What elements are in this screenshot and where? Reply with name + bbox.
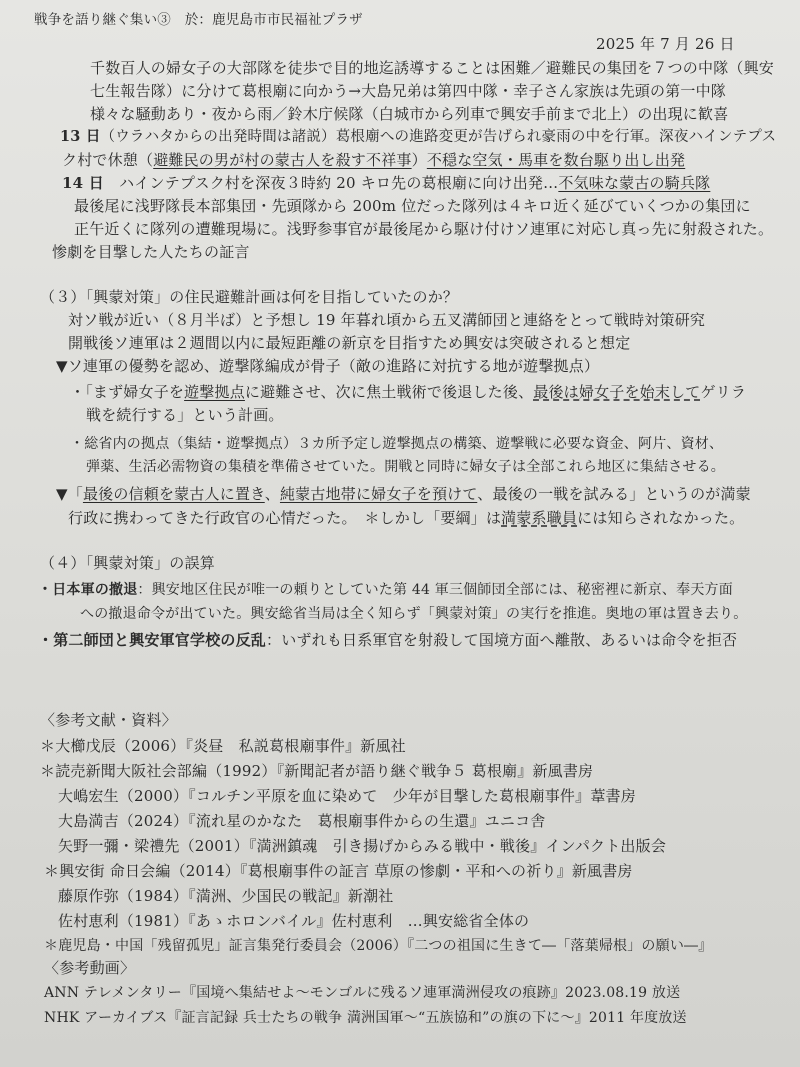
day13-line-1 <box>60 127 776 147</box>
intro-line-1: 千数百人の婦女子の大部隊を徒歩で目的地迄誘導することは困難／避難民の集団を７つの中隊（興安 <box>90 59 775 77</box>
section4-point-1-cont: への撤退命令が出ていた。興安総省当局は全く知らず「興蒙対策」の実行を推進。奥地の軍は置き去り。 <box>80 606 748 622</box>
day14-cavalry: 不気味な蒙古の騎兵隊 <box>558 174 711 192</box>
reference-item: ＊大櫛戊辰（2006）『炎昼 私説葛根廟事件』新風社 <box>40 737 406 755</box>
bullet1-base: 遊撃拠点 <box>184 383 245 401</box>
triangle-trust: 最後の信頼を蒙古人に置き <box>82 485 265 503</box>
section3-line-1: 対ソ戦が近い（８月半ば）と予想し 19 年暮れ頃から五叉溝師団と連絡をとって戦時対策研究 <box>68 311 706 329</box>
intro-line-3: 様々な騒動あり・夜から雨／鈴木庁候隊（白城市から列車で興安手前まで北上）の出現に歓喜 <box>90 105 729 123</box>
day13-incident: 避難民の男が村の蒙古人を殺す不祥事 <box>153 151 412 169</box>
references-heading: 〈参考文献・資料〉 <box>40 711 177 729</box>
triangle-entrust: 純蒙古地帯に婦女子を預けて <box>279 485 478 503</box>
bullet1-text-a: ・「まず婦女子を <box>70 383 185 401</box>
section4-point-1 <box>38 580 733 600</box>
document-date: 2025 年 7 月 26 日 <box>596 35 735 53</box>
section4-heading: （４）「興蒙対策」の誤算 <box>40 554 215 572</box>
reference-item: 矢野一彌・梁禮先（2001）『満洲鎮魂 引き揚げからみる戦中・戦後』インパクト出版会 <box>58 837 667 855</box>
day13-text-2a: ク村で休憩（ <box>62 151 154 169</box>
reference-item: ＊読売新聞大阪社会部編（1992）『新聞記者が語り継ぐ戦争５ 葛根廟』新風書房 <box>40 762 594 780</box>
point2-text-a: ：いずれも日系軍官を射殺して国境方面へ離散、あるいは命令を拒否 <box>266 631 738 649</box>
day13-line-2 <box>62 150 685 170</box>
section3-bullet-2: ・総省内の拠点（集結・遊撃拠点）３カ所予定し遊撃拠点の構築、遊撃戦に必要な資金、阿片、資材、 <box>70 436 724 452</box>
document-header: 戦争を語り継ぐ集い③ 於：鹿児島市市民福祉プラザ <box>34 12 363 28</box>
section3-line-2: 開戦後ソ連軍は２週間以内に最短距離の新京を目指すため興安は突破されると想定 <box>68 334 631 352</box>
day14-text-1a: ハインテプスク村を深夜３時約 20 キロ先の葛根廟に向け出発… <box>119 174 559 192</box>
section3-bullet-1 <box>70 382 746 402</box>
reference-item: 大島満吉（2024）『流れ星のかなた 葛根廟事件からの生還』ユニコ舎 <box>58 812 546 830</box>
day14-line-2: 最後尾に浅野隊長本部集団・先頭隊から 200m 位だった隊列は４キロ近く延びていくつかの集団に <box>74 197 751 215</box>
section4-point-2 <box>38 630 737 650</box>
reference-item: 大嶋宏生（2000）『コルチン平原を血に染めて 少年が目撃した葛根廟事件』葦書房 <box>58 787 636 805</box>
reference-item: 佐村恵利（1981）『あゝホロンバイル』佐村恵利 …興安総省全体の <box>58 912 530 930</box>
triangle-text-2a: 行政に携わってきた行政官の心情だった。 ＊しかし「要綱」は <box>68 509 502 527</box>
triangle-text-e: 、最後の一戦を試みる」というのが満蒙 <box>477 485 751 503</box>
section3-heading: （３）「興蒙対策」の住民避難計画は何を目指していたのか？ <box>40 288 459 306</box>
triangle-text-2c: には知らされなかった。 <box>577 509 745 527</box>
intro-line-2: 七生報告隊）に分けて葛根廟に向かう→大島兄弟は第四中隊・幸子さん家族は先頭の第一中隊 <box>90 82 726 100</box>
bullet1-text-c: に避難させ、次に焦土戦術で後退した後、 <box>244 383 534 401</box>
reference-item: 藤原作弥（1984）『満洲、少国民の戦記』新潮社 <box>58 887 394 905</box>
triangle-text-c: 、 <box>264 485 280 503</box>
point2-label: ・第二師団と興安軍官学校の反乱 <box>38 631 267 649</box>
point1-label: ・日本軍の撤退 <box>38 582 138 598</box>
section3-bullet-1-cont: 戦を続行する」という計画。 <box>86 406 284 424</box>
section3-bullet-2-cont: 弾薬、生活必需物資の集積を準備させていた。開戦と同時に婦女子は全部これら地区に集結させる。 <box>86 459 725 475</box>
point1-text-a: ：興安地区住民が唯一の頼りとしていた第 44 軍三個師団全部には、秘密裡に新京、奉天方面 <box>137 582 733 598</box>
day14-line-3: 正午近くに隊列の遭難現場に。浅野参事官が最後尾から駆け付けソ連軍に対応し真っ先に射殺された。 <box>74 220 774 238</box>
triangle-staff: 満蒙系職員 <box>501 509 578 527</box>
day13-text-1: （ウラハタからの出発時間は諸説）葛根廟への進路変更が告げられ豪雨の中を行軍。深夜ハインテプス <box>100 129 777 145</box>
day14-line-4: 惨劇を目撃した人たちの証言 <box>52 243 250 261</box>
section3-triangle <box>56 484 751 504</box>
videos-heading: 〈参考動画〉 <box>44 959 136 977</box>
bullet1-dispose: 最後は婦女子を始末して <box>533 383 701 401</box>
day13-text-2c: ） <box>411 151 427 169</box>
day13-label: 13 日 <box>60 128 101 145</box>
section3-triangle-cont <box>68 508 744 528</box>
bullet1-text-e: ゲリラ <box>700 383 747 401</box>
section3-line-3: ▼ソ連軍の優勢を認め、遊撃隊編成が骨子（敵の進路に対抗する地が遊撃拠点） <box>56 357 600 375</box>
triangle-text-a: ▼「 <box>56 485 83 503</box>
reference-item: ＊興安街 命日会編（2014）『葛根廟事件の証言 草原の惨劇・平和への祈り』新風書房 <box>44 862 633 880</box>
reference-item: ＊鹿児島・中国「残留孤児」証言集発行委員会（2006）『二つの祖国に生きて―「落葉帰根」の願い―』 <box>44 938 713 954</box>
video-item: ANN テレメンタリー『国境へ集結せよ～モンゴルに残るソ連軍満洲侵攻の痕跡』2023.08.19 放送 <box>44 985 681 1001</box>
day14-label: 14 日 <box>62 174 104 192</box>
video-item: NHK アーカイブス『証言記録 兵士たちの戦争 満洲国軍～“五族協和”の旗の下に～』2011 年度放送 <box>44 1010 687 1026</box>
day14-line-1 <box>62 173 710 193</box>
day13-unrest: 不穏な空気・馬車を数台駆り出し出発 <box>426 151 686 169</box>
